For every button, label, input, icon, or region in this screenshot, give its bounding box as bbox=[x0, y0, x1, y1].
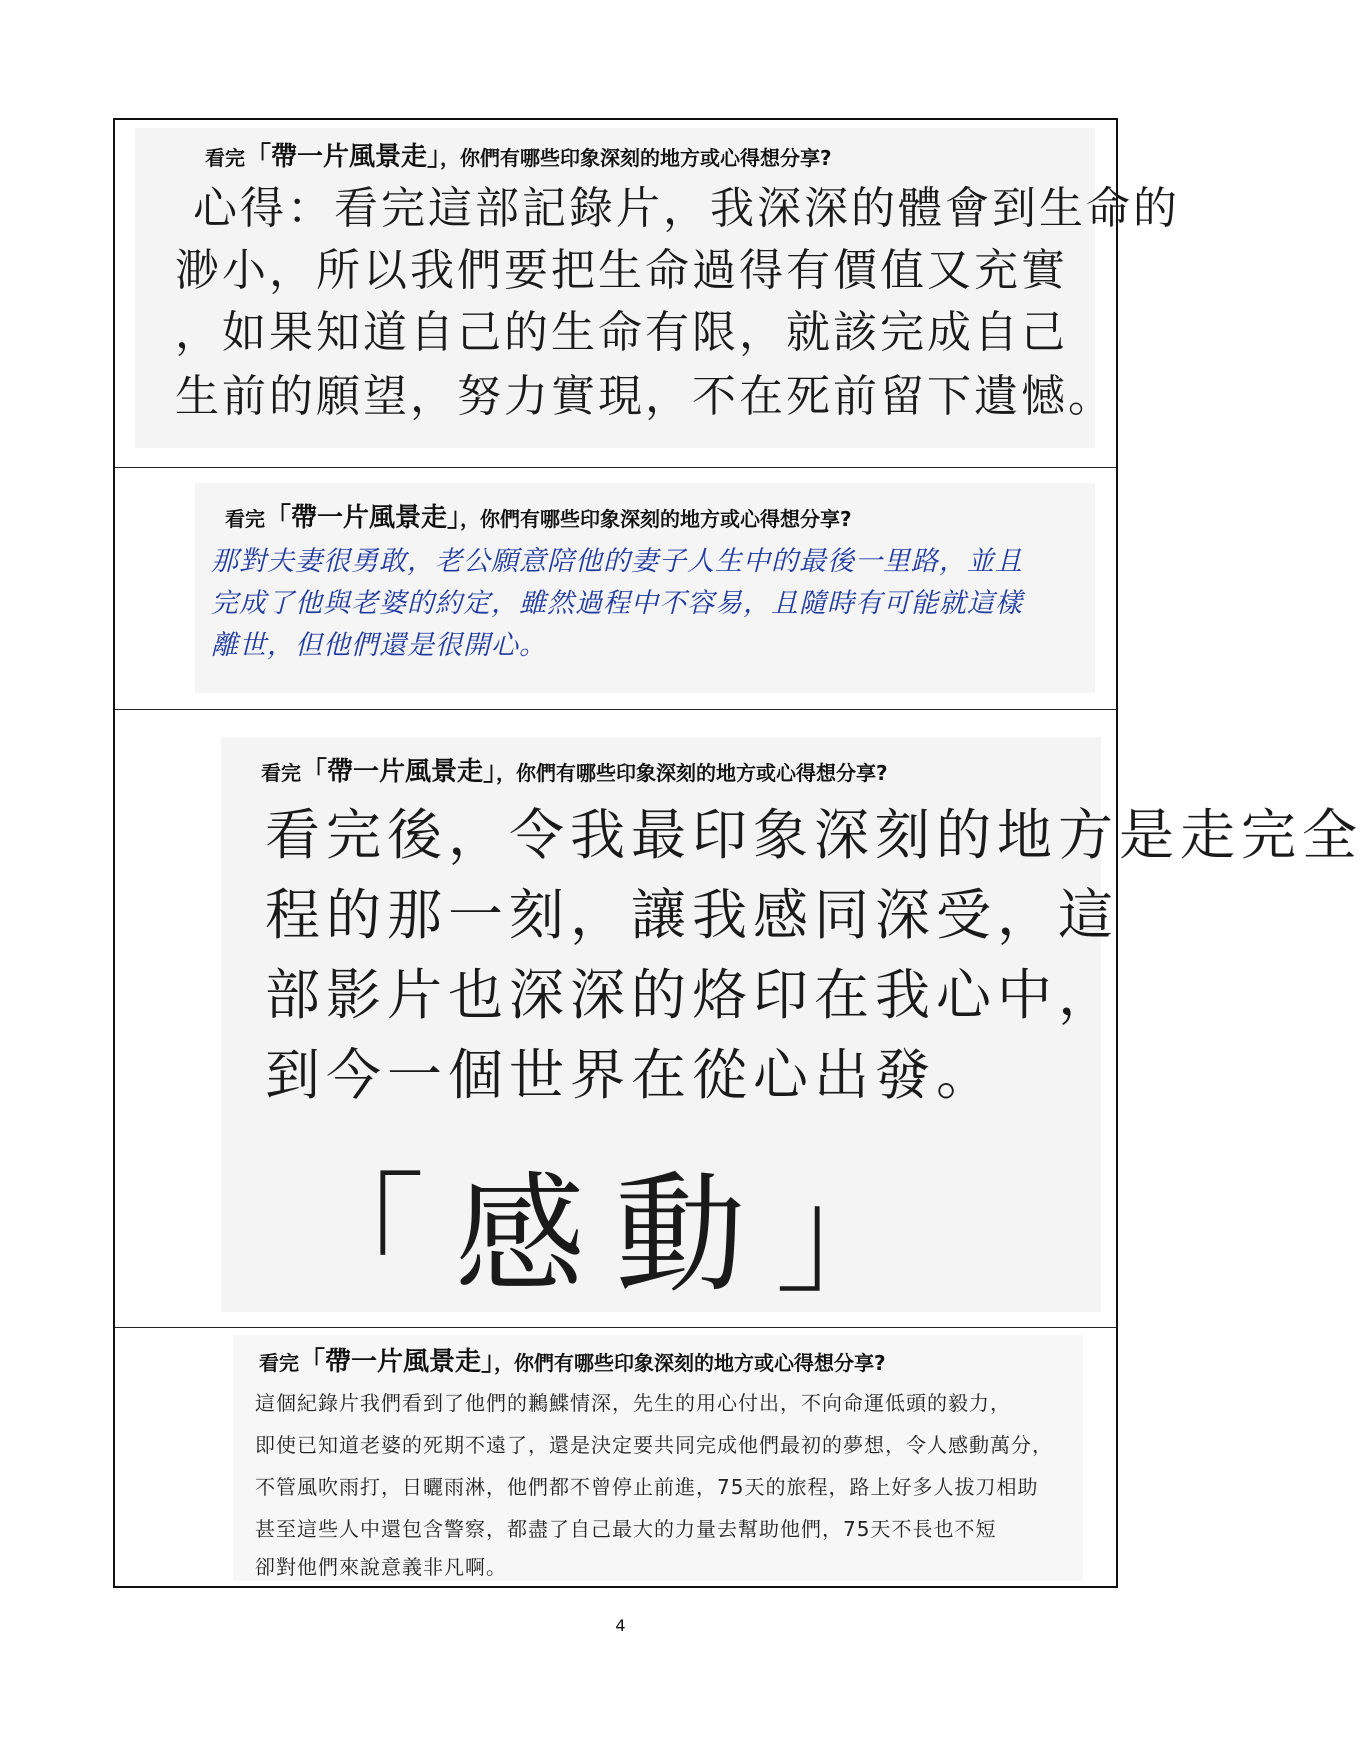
question-prefix: 看完 bbox=[225, 507, 265, 531]
question-suffix: ，你們有哪些印象深刻的地方或心得想分享? bbox=[460, 507, 852, 531]
survey-form-frame bbox=[113, 118, 1363, 1588]
handwritten-line: 渺小，所以我們要把生命過得有價值又充實 bbox=[175, 245, 1068, 296]
response-section-1 bbox=[115, 120, 1180, 467]
question-title: 「帶一片風景走」 bbox=[245, 142, 441, 172]
question-prefix: 看完 bbox=[205, 146, 245, 170]
handwritten-line: 看完後，令我最印象深刻的地方是走完全 bbox=[265, 803, 1363, 867]
handwritten-line: 離世，但他們還是很開心。 bbox=[211, 630, 547, 661]
handwritten-line: 卻對他們來說意義非凡啊。 bbox=[255, 1555, 507, 1579]
question-title: 「帶一片風景走」 bbox=[301, 757, 497, 787]
handwritten-line: 完成了他與老婆的約定，雖然過程中不容易，且隨時有可能就這樣 bbox=[211, 588, 1023, 619]
response-section-2 bbox=[115, 469, 1116, 709]
page-number: 4 bbox=[615, 1616, 626, 1635]
handwritten-line: 心得：看完這部記錄片，我深深的體會到生命的 bbox=[193, 183, 1180, 234]
handwritten-line: 那對夫妻很勇敢，老公願意陪他的妻子人生中的最後一里路，並且 bbox=[211, 546, 1023, 577]
response-section-4 bbox=[115, 1329, 1116, 1588]
question-prompt bbox=[259, 1341, 886, 1378]
handwritten-line: 到今一個世界在從心出發。 bbox=[265, 1043, 998, 1107]
handwritten-line: 生前的願望，努力實現，不在死前留下遺憾。 bbox=[175, 371, 1115, 422]
question-title: 「帶一片風景走」 bbox=[299, 1347, 495, 1377]
response-section-3 bbox=[115, 711, 1363, 1327]
handwritten-line: 甚至這些人中還包含警察，都盡了自己最大的力量去幫助他們，75天不長也不短 bbox=[255, 1517, 997, 1541]
handwritten-line: 程的那一刻，讓我感同深受，這 bbox=[265, 883, 1120, 947]
section-divider bbox=[115, 709, 1116, 710]
section-divider bbox=[115, 1327, 1116, 1328]
question-prefix: 看完 bbox=[259, 1351, 299, 1375]
question-suffix: ，你們有哪些印象深刻的地方或心得想分享? bbox=[440, 146, 832, 170]
question-prompt bbox=[205, 136, 832, 173]
handwritten-line: 不管風吹雨打，日曬雨淋，他們都不曾停止前進，75天的旅程，路上好多人拔刀相助 bbox=[255, 1475, 1039, 1499]
question-suffix: ，你們有哪些印象深刻的地方或心得想分享? bbox=[494, 1351, 886, 1375]
handwritten-line: 即使已知道老婆的死期不遠了，還是決定要共同完成他們最初的夢想，令人感動萬分， bbox=[255, 1433, 1053, 1457]
handwritten-line: 部影片也深深的烙印在我心中， bbox=[265, 963, 1120, 1027]
handwritten-line: 這個紀錄片我們看到了他們的鶼鰈情深，先生的用心付出，不向命運低頭的毅力， bbox=[255, 1391, 1011, 1415]
question-title: 「帶一片風景走」 bbox=[265, 503, 461, 533]
question-prefix: 看完 bbox=[261, 761, 301, 785]
question-prompt bbox=[225, 497, 852, 534]
question-prompt bbox=[261, 751, 888, 788]
handwritten-line: ，如果知道自己的生命有限，就該完成自己 bbox=[175, 307, 1068, 358]
section-divider bbox=[115, 467, 1116, 468]
emphasis-word: 「感動」 bbox=[295, 1159, 936, 1311]
question-suffix: ，你們有哪些印象深刻的地方或心得想分享? bbox=[496, 761, 888, 785]
